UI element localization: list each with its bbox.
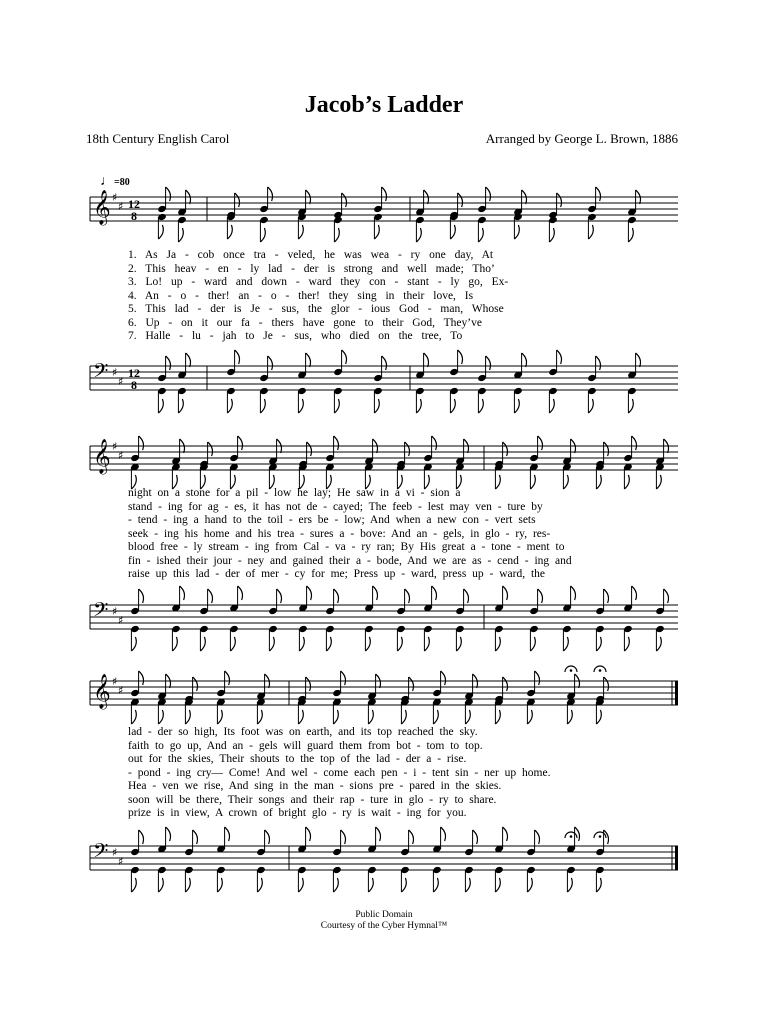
note-flag — [374, 225, 379, 239]
note-flag — [538, 589, 543, 603]
lyric-line-verse-1 — [128, 725, 686, 739]
lyric-text: stand - ing for ag - es, it has not de - cayed; The feeb - lest may ven - ture by — [128, 500, 543, 513]
note-flag — [604, 442, 609, 456]
note-flag — [464, 589, 469, 603]
note-flag — [298, 399, 303, 413]
note-flag — [409, 677, 414, 691]
note-flag — [527, 878, 532, 892]
note-flag — [535, 671, 540, 685]
note-flag — [401, 878, 406, 892]
note-flag — [549, 399, 554, 413]
time-signature-bottom: 8 — [131, 378, 137, 392]
sharp-sign: ♯ — [118, 684, 124, 697]
note-flag — [193, 830, 198, 844]
note-flag — [139, 436, 144, 450]
note-flag — [172, 637, 177, 651]
lyric-text: prize is in view, A crown of bright glo - ry is wait - ing for you. — [128, 807, 467, 819]
note-flag — [473, 830, 478, 844]
note-flag — [567, 878, 572, 892]
note-flag — [299, 637, 304, 651]
note-flag — [503, 827, 508, 841]
note-flag — [596, 356, 601, 370]
note-flag — [298, 878, 303, 892]
note-flag — [604, 677, 609, 691]
note-flag — [478, 399, 483, 413]
lyric-line-verse-7 — [128, 567, 686, 581]
note-flag — [334, 436, 339, 450]
note-flag — [624, 637, 629, 651]
lyric-line-verse-6 — [128, 554, 686, 568]
note-flag — [456, 637, 461, 651]
fermata-dot — [570, 835, 573, 838]
note-flag — [307, 586, 312, 600]
lyric-line-verse-3 — [128, 275, 686, 289]
fermata-dot — [570, 669, 573, 672]
hymn-title: Jacob’s Ladder — [304, 92, 464, 118]
lyric-text: 6. Up - on it our fa - thers have gone to their God, They’ve — [128, 316, 482, 329]
lyric-text: Hea - ven we rise, And sing in the man - sions pre - pared in the skies. — [128, 780, 502, 792]
note-flag — [306, 677, 311, 691]
note-flag — [397, 637, 402, 651]
note-flag — [458, 193, 463, 207]
lyric-text: - tend - ing a hand to the toil - ers be - low; And when a new con - vert sets — [128, 514, 536, 526]
note-flag — [178, 228, 183, 242]
note-flag — [342, 350, 347, 364]
final-bar-thick — [675, 846, 678, 870]
note-flag — [257, 710, 262, 724]
note-flag — [503, 442, 508, 456]
lyric-line-verse-3 — [128, 752, 686, 766]
note-flag — [596, 878, 601, 892]
note-flag — [450, 399, 455, 413]
note-flag — [563, 637, 568, 651]
note-flag — [382, 187, 387, 201]
note-flag — [373, 586, 378, 600]
lyric-text: lad - der so high, Its foot was on earth, and its top reached the sky. — [128, 726, 478, 738]
note-flag — [596, 637, 601, 651]
note-flag — [557, 193, 562, 207]
note-flag — [166, 827, 171, 841]
note-flag — [604, 589, 609, 603]
lyric-line-verse-2 — [128, 739, 686, 753]
note-flag — [342, 193, 347, 207]
note-flag — [636, 353, 641, 367]
note-flag — [269, 637, 274, 651]
note-flag — [441, 827, 446, 841]
note-flag — [268, 356, 273, 370]
note-flag — [503, 677, 508, 691]
note-flag — [495, 637, 500, 651]
note-flag — [227, 225, 232, 239]
lyric-line-verse-1 — [128, 248, 686, 262]
lyric-line-verse-2 — [128, 262, 686, 276]
tempo-marking: ♩=80 — [100, 174, 130, 189]
lyric-text: raise up this lad - der of mer - cy for me; Press up - ward, press up - ward, the — [128, 568, 546, 580]
note-flag — [235, 193, 240, 207]
note-flag — [333, 878, 338, 892]
note-flag — [432, 586, 437, 600]
lyric-line-verse-6 — [128, 316, 686, 330]
lyric-text: 1. As Ja - cob once tra - veled, he was wea - ry one day, At — [128, 249, 494, 261]
note-flag — [139, 671, 144, 685]
note-flag — [131, 878, 136, 892]
sharp-sign: ♯ — [118, 855, 124, 868]
note-flag — [588, 399, 593, 413]
bass-clef: 𝄢 — [93, 839, 109, 867]
note-flag — [260, 228, 265, 242]
footer-credit: Courtesy of the Cyber Hymnal™ — [320, 921, 448, 931]
note-flag — [217, 878, 222, 892]
note-flag — [225, 671, 230, 685]
note-flag — [131, 637, 136, 651]
note-flag — [409, 830, 414, 844]
note-flag — [368, 878, 373, 892]
sharp-sign: ♯ — [112, 605, 118, 618]
note-flag — [424, 353, 429, 367]
note-flag — [514, 225, 519, 239]
note-flag — [208, 589, 213, 603]
note-flag — [522, 353, 527, 367]
lyric-line-verse-7 — [128, 329, 686, 343]
note-flag — [217, 710, 222, 724]
note-flag — [186, 353, 191, 367]
note-flag — [596, 187, 601, 201]
note-flag — [514, 399, 519, 413]
note-flag — [401, 710, 406, 724]
note-flag — [158, 399, 163, 413]
fermata-dot — [599, 835, 602, 838]
note-flag — [178, 399, 183, 413]
note-flag — [557, 350, 562, 364]
lyric-text: fin - ished their jour - ney and gained their a - bode, And we are as - cend - ing and — [128, 554, 572, 567]
lyric-text: blood free - ly stream - ing from Cal - va - ry ran; By His great a - tone - ment to — [128, 541, 565, 553]
treble-clef: 𝄞 — [93, 674, 111, 709]
note-flag — [333, 710, 338, 724]
lyric-text: 3. Lo! up - ward and down - ward they con - stant - ly go, Ex- — [128, 276, 509, 288]
note-flag — [433, 878, 438, 892]
treble-clef: 𝄞 — [93, 190, 111, 225]
note-flag — [334, 589, 339, 603]
note-flag — [158, 878, 163, 892]
lyric-line-verse-7 — [128, 806, 686, 820]
note-flag — [268, 187, 273, 201]
note-flag — [465, 710, 470, 724]
sharp-sign: ♯ — [118, 375, 124, 388]
note-flag — [341, 830, 346, 844]
lyric-text: 7. Halle - lu - jah to Je - sus, who died on the tree, To — [128, 330, 463, 342]
note-flag — [306, 353, 311, 367]
note-flag — [433, 710, 438, 724]
note-flag — [257, 878, 262, 892]
note-flag — [334, 228, 339, 242]
lyric-line-verse-5 — [128, 302, 686, 316]
note-flag — [416, 399, 421, 413]
lyric-text: faith to go up, And an - gels will guard them from bot - tom to top. — [128, 739, 483, 752]
note-flag — [180, 586, 185, 600]
note-flag — [238, 586, 243, 600]
note-flag — [166, 187, 171, 201]
note-flag — [664, 589, 669, 603]
note-flag — [495, 878, 500, 892]
note-flag — [405, 442, 410, 456]
lyric-line-verse-1 — [128, 486, 686, 500]
note-flag — [368, 710, 373, 724]
note-flag — [527, 710, 532, 724]
note-flag — [265, 830, 270, 844]
note-flag — [588, 225, 593, 239]
note-flag — [238, 436, 243, 450]
bass-clef: 𝄢 — [93, 598, 109, 626]
note-flag — [230, 637, 235, 651]
note-flag — [185, 878, 190, 892]
note-flag — [131, 710, 136, 724]
note-flag — [374, 399, 379, 413]
time-signature-bottom: 8 — [131, 209, 137, 223]
note-flag — [632, 436, 637, 450]
note-flag — [341, 671, 346, 685]
sharp-sign: ♯ — [118, 200, 124, 213]
sharp-sign: ♯ — [112, 191, 118, 204]
note-flag — [139, 589, 144, 603]
note-flag — [486, 187, 491, 201]
treble-clef: 𝄞 — [93, 439, 111, 474]
footer-license: Public Domain — [355, 910, 413, 920]
note-flag — [376, 827, 381, 841]
lyric-line-verse-2 — [128, 500, 686, 514]
lyric-text: out for the skies, Their shouts to the top of the lad - der a - rise. — [128, 753, 467, 765]
lyric-text: soon will be there, Their songs and their rap - ture in glo - ry to share. — [128, 793, 497, 806]
note-flag — [432, 436, 437, 450]
note-flag — [298, 710, 303, 724]
note-flag — [535, 830, 540, 844]
note-flag — [628, 399, 633, 413]
lyric-line-verse-5 — [128, 779, 686, 793]
note-flag — [235, 350, 240, 364]
lyric-text: 4. An - o - ther! an - o - ther! they sing in their love, Is — [128, 289, 474, 302]
sharp-sign: ♯ — [118, 449, 124, 462]
sharp-sign: ♯ — [112, 846, 118, 859]
subtitle-origin: 18th Century English Carol — [86, 131, 230, 146]
note-flag — [326, 637, 331, 651]
lyric-line-verse-4 — [128, 289, 686, 303]
note-flag — [405, 589, 410, 603]
sharp-sign: ♯ — [118, 614, 124, 627]
note-flag — [486, 356, 491, 370]
lyric-text: night on a stone for a pil - low he lay; He saw in a vi - sion a — [128, 487, 461, 499]
note-flag — [596, 710, 601, 724]
note-flag — [416, 228, 421, 242]
lyric-text: 2. This heav - en - ly lad - der is strong and well made; Tho’ — [128, 262, 495, 275]
sharp-sign: ♯ — [112, 675, 118, 688]
note-flag — [465, 878, 470, 892]
note-flag — [656, 637, 661, 651]
note-flag — [139, 830, 144, 844]
note-flag — [166, 356, 171, 370]
lyric-line-verse-3 — [128, 513, 686, 527]
note-flag — [382, 356, 387, 370]
note-flag — [571, 586, 576, 600]
subtitle-arranger: Arranged by George L. Brown, 1886 — [485, 131, 678, 146]
note-flag — [538, 436, 543, 450]
note-flag — [450, 225, 455, 239]
lyric-line-verse-5 — [128, 540, 686, 554]
footer — [0, 910, 768, 932]
note-flag — [530, 637, 535, 651]
note-flag — [158, 225, 163, 239]
bass-clef: 𝄢 — [93, 359, 109, 387]
lyric-line-verse-4 — [128, 527, 686, 541]
note-flag — [495, 710, 500, 724]
note-flag — [365, 637, 370, 651]
note-flag — [193, 677, 198, 691]
note-flag — [227, 399, 232, 413]
time-signature-top: 12 — [128, 197, 140, 211]
note-flag — [628, 228, 633, 242]
note-flag — [306, 827, 311, 841]
time-signature-top: 12 — [128, 366, 140, 380]
lyric-line-verse-4 — [128, 766, 686, 780]
final-bar-thick — [675, 681, 678, 705]
note-flag — [158, 710, 163, 724]
note-flag — [334, 399, 339, 413]
note-flag — [200, 637, 205, 651]
fermata-dot — [599, 669, 602, 672]
note-flag — [225, 827, 230, 841]
note-flag — [458, 350, 463, 364]
note-flag — [277, 589, 282, 603]
note-flag — [549, 228, 554, 242]
note-flag — [260, 399, 265, 413]
note-flag — [632, 586, 637, 600]
note-flag — [567, 710, 572, 724]
note-flag — [503, 586, 508, 600]
note-flag — [478, 228, 483, 242]
lyric-text: 5. This lad - der is Je - sus, the glor - ious God - man, Whose — [128, 303, 504, 315]
note-flag — [307, 442, 312, 456]
note-flag — [298, 225, 303, 239]
note-flag — [208, 442, 213, 456]
lyric-text: seek - ing his home and his trea - sures a - bove: And an - gels, in glo - ry, res- — [128, 527, 551, 540]
note-flag — [441, 671, 446, 685]
lyric-line-verse-6 — [128, 793, 686, 807]
sharp-sign: ♯ — [112, 366, 118, 379]
note-flag — [424, 637, 429, 651]
note-flag — [185, 710, 190, 724]
lyric-text: - pond - ing cry— Come! And wel - come each pen - i - tent sin - ner up home. — [128, 766, 551, 779]
sharp-sign: ♯ — [112, 440, 118, 453]
